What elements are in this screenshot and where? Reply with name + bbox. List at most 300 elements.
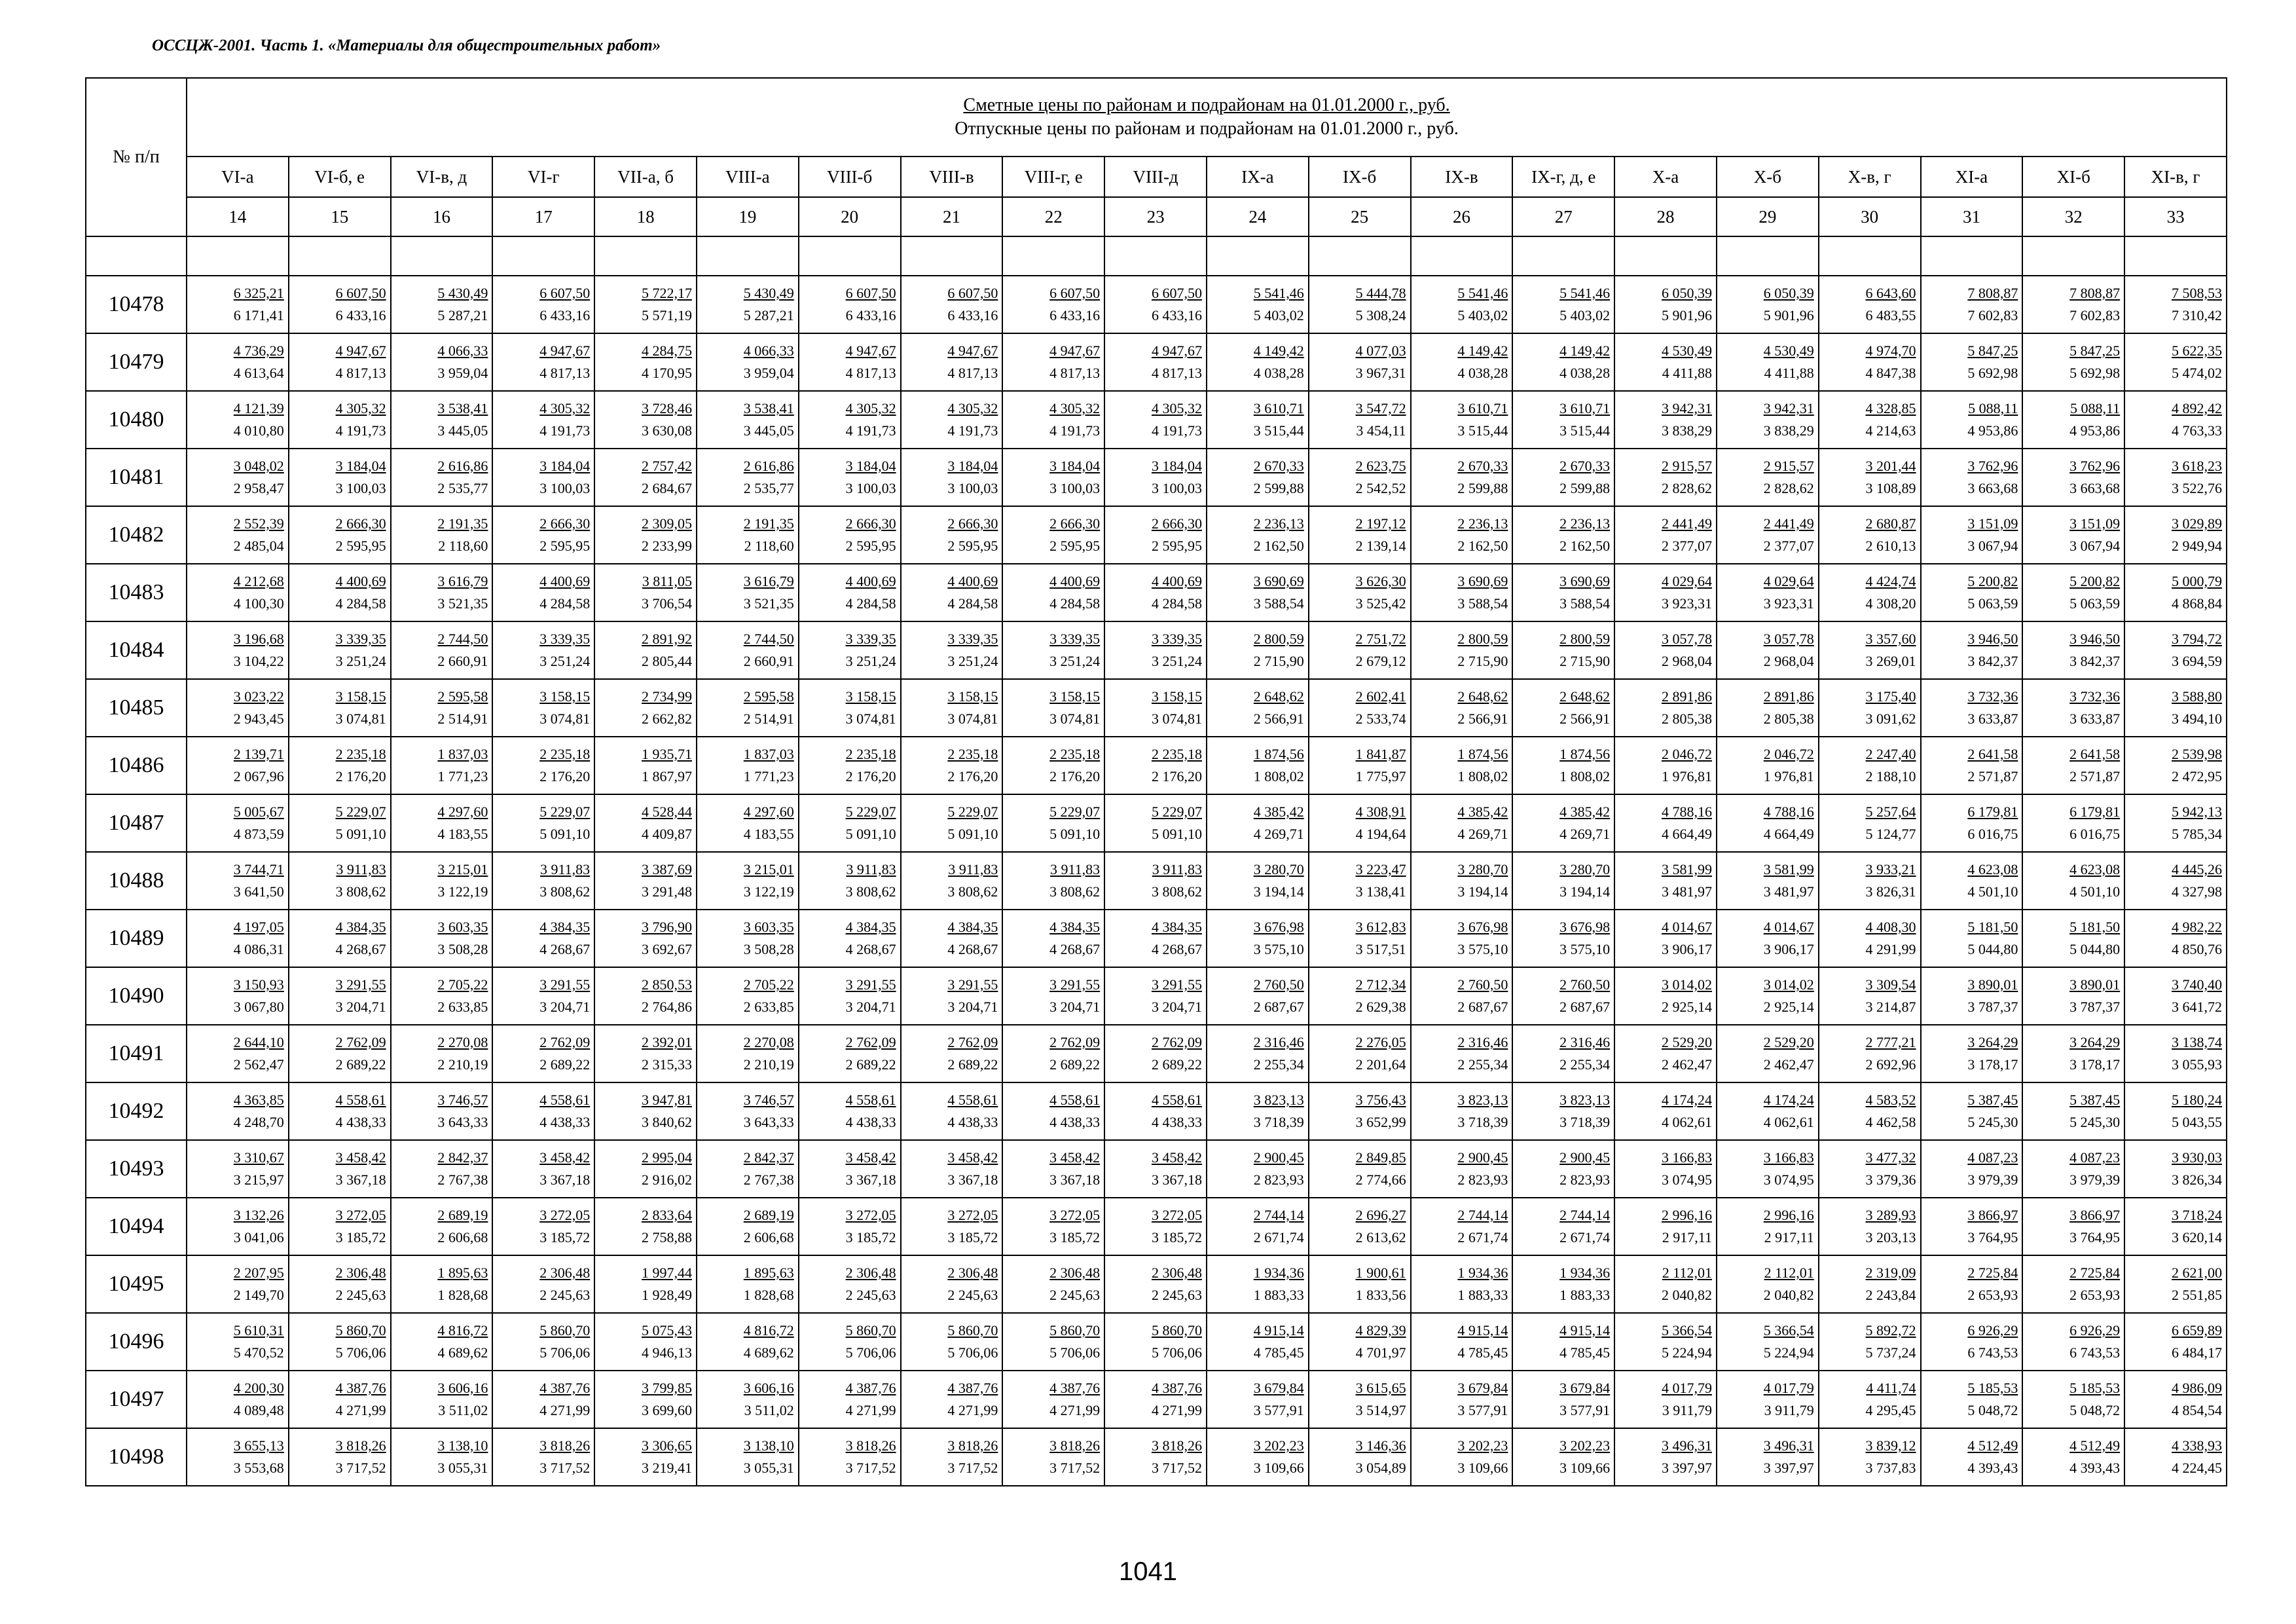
- price-cell: [1717, 1082, 1819, 1140]
- release-price: 3 074,95: [1661, 1172, 1712, 1188]
- column-number: 22: [1002, 197, 1104, 236]
- spacer-cell: [187, 236, 289, 276]
- estimated-price: 3 618,23: [2172, 458, 2223, 474]
- estimated-price: 2 891,86: [1661, 688, 1712, 705]
- estimated-price: 2 235,18: [1049, 746, 1101, 762]
- price-cell: [2124, 679, 2227, 737]
- release-price: 3 514,97: [1355, 1402, 1406, 1418]
- price-cell: [1921, 967, 2023, 1025]
- price-cell: [2124, 391, 2227, 449]
- release-price: 3 692,67: [641, 941, 692, 957]
- estimated-price: 4 017,79: [1763, 1380, 1814, 1396]
- release-price: 2 805,44: [641, 653, 692, 669]
- price-cell: [1819, 1313, 1921, 1371]
- release-price: 2 613,62: [1355, 1229, 1406, 1246]
- release-price: 3 067,94: [2069, 538, 2121, 554]
- estimated-price: 3 272,05: [845, 1207, 896, 1223]
- price-cell: [1002, 1082, 1104, 1140]
- release-price: 3 643,33: [743, 1114, 794, 1130]
- estimated-price: 2 670,33: [1457, 458, 1508, 474]
- estimated-price: 2 616,86: [743, 458, 794, 474]
- price-cell: [901, 1140, 1003, 1198]
- price-cell: [1819, 1428, 1921, 1486]
- release-price: 4 268,67: [1049, 941, 1101, 957]
- estimated-price: 3 615,65: [1355, 1380, 1406, 1396]
- price-cell: [1717, 1025, 1819, 1082]
- release-price: 4 248,70: [233, 1114, 284, 1130]
- price-cell: [492, 1428, 594, 1486]
- release-price: 2 535,77: [743, 480, 794, 496]
- estimated-price: 2 276,05: [1355, 1034, 1406, 1050]
- column-number: 32: [2022, 197, 2124, 236]
- estimated-price: 4 305,32: [1151, 400, 1202, 416]
- estimated-price: 2 744,50: [743, 631, 794, 647]
- release-price: 5 706,06: [845, 1344, 896, 1361]
- page-number: 1041: [1119, 1557, 1177, 1586]
- price-cell: [1614, 449, 1717, 506]
- estimated-price: 4 558,61: [335, 1092, 386, 1108]
- release-price: 3 718,39: [1559, 1114, 1611, 1130]
- release-price: 2 315,33: [641, 1056, 692, 1073]
- price-cell: [697, 333, 799, 391]
- release-price: 4 214,63: [1865, 422, 1916, 439]
- estimated-price: 6 179,81: [1967, 803, 2018, 820]
- release-price: 4 501,10: [1967, 883, 2018, 900]
- spacer-cell: [1614, 236, 1717, 276]
- release-price: 3 397,97: [1661, 1460, 1712, 1476]
- release-price: 3 104,22: [233, 653, 284, 669]
- estimated-price: 3 291,55: [1151, 976, 1202, 993]
- spacer-cell: [2022, 236, 2124, 276]
- release-price: 3 367,18: [947, 1172, 998, 1188]
- price-cell: [1002, 1140, 1104, 1198]
- release-price: 3 074,81: [335, 710, 386, 727]
- release-price: 2 606,68: [437, 1229, 488, 1246]
- release-price: 4 785,45: [1253, 1344, 1304, 1361]
- row-number: 10498: [86, 1428, 187, 1486]
- price-cell: [289, 276, 391, 333]
- estimated-price: 2 666,30: [539, 515, 591, 532]
- price-cell: [901, 737, 1003, 794]
- release-price: 2 139,14: [1355, 538, 1406, 554]
- price-cell: [1411, 506, 1513, 564]
- price-cell: [289, 1428, 391, 1486]
- estimated-price: 2 648,62: [1253, 688, 1304, 705]
- estimated-price: 3 291,55: [539, 976, 591, 993]
- price-cell: [1717, 391, 1819, 449]
- estimated-price: 2 319,09: [1865, 1264, 1916, 1281]
- price-cell: [2124, 1140, 2227, 1198]
- release-price: 3 633,87: [2069, 710, 2121, 727]
- estimated-price: 4 974,70: [1865, 342, 1916, 359]
- price-cell: [1614, 679, 1717, 737]
- estimated-price: 5 075,43: [641, 1322, 692, 1338]
- row-number: 10490: [86, 967, 187, 1025]
- price-cell: [1104, 276, 1207, 333]
- price-cell: [1207, 621, 1309, 679]
- release-price: 3 717,52: [1151, 1460, 1202, 1476]
- estimated-price: 3 946,50: [1967, 631, 2018, 647]
- price-cell: [901, 794, 1003, 852]
- table-title: [187, 78, 2227, 157]
- price-cell: [799, 333, 901, 391]
- estimated-price: 4 387,76: [947, 1380, 998, 1396]
- release-price: 3 074,81: [1151, 710, 1202, 727]
- price-cell: [2124, 1428, 2227, 1486]
- price-cell: [391, 391, 493, 449]
- estimated-price: 5 541,46: [1559, 285, 1611, 301]
- price-cell: [1614, 621, 1717, 679]
- release-price: 4 269,71: [1457, 826, 1508, 842]
- price-cell: [289, 391, 391, 449]
- price-cell: [1921, 1255, 2023, 1313]
- price-cell: [1614, 1025, 1717, 1082]
- estimated-price: 3 740,40: [2172, 976, 2223, 993]
- estimated-price: 2 915,57: [1763, 458, 1814, 474]
- release-price: 3 838,29: [1661, 422, 1712, 439]
- release-price: 4 393,43: [1967, 1460, 2018, 1476]
- estimated-price: 3 728,46: [641, 400, 692, 416]
- estimated-price: 4 400,69: [845, 573, 896, 589]
- estimated-price: 3 818,26: [947, 1437, 998, 1454]
- price-cell: [697, 391, 799, 449]
- estimated-price: 3 588,80: [2172, 688, 2223, 705]
- row-number: 10478: [86, 276, 187, 333]
- release-price: 5 706,06: [1049, 1344, 1101, 1361]
- estimated-price: 5 229,07: [539, 803, 591, 820]
- table-row: [86, 1198, 2227, 1255]
- price-cell: [799, 679, 901, 737]
- price-cell: [187, 1025, 289, 1082]
- price-cell: [1002, 1198, 1104, 1255]
- price-cell: [1717, 910, 1819, 967]
- estimated-price: 4 014,67: [1763, 919, 1814, 935]
- price-cell: [1921, 449, 2023, 506]
- price-cell: [1207, 1082, 1309, 1140]
- price-cell: [1309, 1428, 1411, 1486]
- price-cell: [1614, 506, 1717, 564]
- price-cell: [492, 794, 594, 852]
- release-price: 3 074,81: [947, 710, 998, 727]
- price-cell: [492, 449, 594, 506]
- price-cell: [1512, 967, 1614, 1025]
- release-price: 2 671,74: [1457, 1229, 1508, 1246]
- release-price: 3 481,97: [1661, 883, 1712, 900]
- estimated-price: 2 842,37: [743, 1149, 794, 1166]
- price-cell: [1411, 391, 1513, 449]
- price-cell: [289, 449, 391, 506]
- release-price: 5 245,30: [2069, 1114, 2121, 1130]
- estimated-price: 4 017,79: [1661, 1380, 1712, 1396]
- release-price: 4 701,97: [1355, 1344, 1406, 1361]
- estimated-price: 2 725,84: [2069, 1264, 2121, 1281]
- release-price: 2 149,70: [233, 1287, 284, 1303]
- release-price: 5 901,96: [1661, 307, 1712, 323]
- estimated-price: 2 539,98: [2172, 746, 2223, 762]
- price-cell: [289, 1313, 391, 1371]
- document-header: ОССЦЖ-2001. Часть 1. «Материалы для общестроительных работ»: [152, 37, 661, 54]
- estimated-price: 2 602,41: [1355, 688, 1406, 705]
- release-price: 4 411,88: [1662, 365, 1712, 381]
- price-cell: [1717, 679, 1819, 737]
- estimated-price: 5 181,50: [2069, 919, 2121, 935]
- release-price: 4 501,10: [2069, 883, 2121, 900]
- price-cell: [1411, 333, 1513, 391]
- release-price: 4 868,84: [2172, 595, 2223, 612]
- estimated-price: 5 860,70: [947, 1322, 998, 1338]
- release-price: 6 433,16: [1049, 307, 1101, 323]
- row-number: 10488: [86, 852, 187, 910]
- release-price: 6 171,41: [233, 307, 284, 323]
- price-cell: [2022, 910, 2124, 967]
- price-cell: [594, 506, 697, 564]
- estimated-price: 5 229,07: [335, 803, 386, 820]
- price-cell: [289, 1255, 391, 1313]
- estimated-price: 3 942,31: [1763, 400, 1814, 416]
- estimated-price: 2 270,08: [743, 1034, 794, 1050]
- release-price: 3 091,62: [1865, 710, 1916, 727]
- estimated-price: 4 400,69: [539, 573, 591, 589]
- price-cell: [1002, 794, 1104, 852]
- estimated-price: 3 911,83: [540, 861, 591, 877]
- price-cell: [1002, 679, 1104, 737]
- price-cell: [799, 1371, 901, 1428]
- column-number: 19: [697, 197, 799, 236]
- price-cell: [2022, 1313, 2124, 1371]
- price-cell: [391, 621, 493, 679]
- estimated-price: 3 339,35: [335, 631, 386, 647]
- estimated-price: 3 679,84: [1253, 1380, 1304, 1396]
- release-price: 4 089,48: [233, 1402, 284, 1418]
- table-row: [86, 1140, 2227, 1198]
- release-price: 5 706,06: [335, 1344, 386, 1361]
- region-header: VIII-д: [1104, 157, 1207, 197]
- estimated-price: 4 408,30: [1865, 919, 1916, 935]
- spacer-cell: [2124, 236, 2227, 276]
- release-price: 3 251,24: [1151, 653, 1202, 669]
- estimated-price: 3 280,70: [1253, 861, 1304, 877]
- estimated-price: 3 690,69: [1457, 573, 1508, 589]
- estimated-price: 5 892,72: [1865, 1322, 1916, 1338]
- release-price: 2 245,63: [1049, 1287, 1101, 1303]
- release-price: 2 606,68: [743, 1229, 794, 1246]
- price-cell: [1614, 391, 1717, 449]
- price-cell: [187, 276, 289, 333]
- release-price: 6 016,75: [1967, 826, 2018, 842]
- estimated-price: 5 444,78: [1355, 285, 1406, 301]
- price-cell: [1614, 852, 1717, 910]
- estimated-price: 2 744,14: [1559, 1207, 1611, 1223]
- estimated-price: 4 829,39: [1355, 1322, 1406, 1338]
- release-price: 4 271,99: [335, 1402, 386, 1418]
- price-cell: [1512, 506, 1614, 564]
- estimated-price: 2 744,50: [437, 631, 488, 647]
- estimated-price: 2 595,58: [743, 688, 794, 705]
- release-price: 4 953,86: [1967, 422, 2018, 439]
- release-price: 1 808,02: [1559, 768, 1611, 784]
- release-price: 6 433,16: [335, 307, 386, 323]
- release-price: 2 715,90: [1559, 653, 1611, 669]
- price-cell: [1717, 1371, 1819, 1428]
- release-price: 4 269,71: [1253, 826, 1304, 842]
- release-price: 2 245,63: [845, 1287, 896, 1303]
- row-number: 10485: [86, 679, 187, 737]
- row-number: 10491: [86, 1025, 187, 1082]
- estimated-price: 3 184,04: [539, 458, 591, 474]
- estimated-price: 3 538,41: [437, 400, 488, 416]
- release-price: 2 595,95: [539, 538, 591, 554]
- estimated-price: 4 363,85: [233, 1092, 284, 1108]
- release-price: 6 433,16: [539, 307, 591, 323]
- estimated-price: 3 676,98: [1559, 919, 1611, 935]
- price-cell: [1512, 1428, 1614, 1486]
- price-cell: [1921, 333, 2023, 391]
- release-price: 3 055,31: [437, 1460, 488, 1476]
- price-cell: [1512, 1025, 1614, 1082]
- release-price: 2 243,84: [1865, 1287, 1916, 1303]
- estimated-price: 3 732,36: [1967, 688, 2018, 705]
- release-price: 3 575,10: [1457, 941, 1508, 957]
- estimated-price: 3 818,26: [1151, 1437, 1202, 1454]
- estimated-price: 2 306,48: [1049, 1264, 1101, 1281]
- price-cell: [1717, 852, 1819, 910]
- estimated-price: 3 158,15: [845, 688, 896, 705]
- estimated-price: 3 150,93: [233, 976, 284, 993]
- price-cell: [1921, 1313, 2023, 1371]
- price-cell: [2022, 621, 2124, 679]
- price-cell: [901, 1082, 1003, 1140]
- price-cell: [901, 910, 1003, 967]
- release-price: 1 828,68: [437, 1287, 488, 1303]
- price-cell: [594, 391, 697, 449]
- price-cell: [594, 564, 697, 621]
- release-price: 2 689,22: [845, 1056, 896, 1073]
- price-cell: [2022, 1428, 2124, 1486]
- release-price: 4 224,45: [2172, 1460, 2223, 1476]
- release-price: 1 883,33: [1559, 1287, 1611, 1303]
- release-price: 3 577,91: [1559, 1402, 1611, 1418]
- price-cell: [2124, 737, 2227, 794]
- estimated-price: 5 430,49: [437, 285, 488, 301]
- estimated-price: 2 849,85: [1355, 1149, 1406, 1166]
- release-price: 2 687,67: [1253, 999, 1304, 1015]
- estimated-price: 3 158,15: [539, 688, 591, 705]
- release-price: 4 191,73: [1151, 422, 1202, 439]
- release-price: 2 162,50: [1559, 538, 1611, 554]
- estimated-price: 4 385,42: [1559, 803, 1611, 820]
- estimated-price: 2 744,14: [1457, 1207, 1508, 1223]
- table-row: [86, 391, 2227, 449]
- release-price: 5 901,96: [1763, 307, 1814, 323]
- estimated-price: 2 236,13: [1457, 515, 1508, 532]
- release-price: 2 968,04: [1661, 653, 1712, 669]
- release-price: 2 767,38: [437, 1172, 488, 1188]
- estimated-price: 3 138,10: [437, 1437, 488, 1454]
- price-cell: [289, 1198, 391, 1255]
- release-price: 2 485,04: [233, 538, 284, 554]
- estimated-price: 5 366,54: [1661, 1322, 1712, 1338]
- release-price: 1 976,81: [1661, 768, 1712, 784]
- release-price: 3 842,37: [2069, 653, 2121, 669]
- spacer-cell: [289, 236, 391, 276]
- price-cell: [1819, 1025, 1921, 1082]
- release-price: 4 271,99: [539, 1402, 591, 1418]
- release-price: 5 571,19: [641, 307, 692, 323]
- release-price: 3 842,37: [1967, 653, 2018, 669]
- release-price: 2 201,64: [1355, 1056, 1406, 1073]
- release-price: 2 176,20: [539, 768, 591, 784]
- price-cell: [289, 1082, 391, 1140]
- row-number: 10483: [86, 564, 187, 621]
- price-cell: [391, 679, 493, 737]
- price-cell: [1207, 391, 1309, 449]
- release-price: 4 817,13: [1151, 365, 1202, 381]
- price-cell: [1717, 737, 1819, 794]
- release-price: 3 204,71: [539, 999, 591, 1015]
- price-cell: [1921, 794, 2023, 852]
- estimated-price: 2 644,10: [233, 1034, 284, 1050]
- price-cell: [1717, 1313, 1819, 1371]
- price-cell: [901, 967, 1003, 1025]
- release-price: 5 403,02: [1559, 307, 1611, 323]
- release-price: 3 979,39: [1967, 1172, 2018, 1188]
- release-price: 2 472,95: [2172, 768, 2223, 784]
- estimated-price: 4 384,35: [1049, 919, 1101, 935]
- price-cell: [799, 1140, 901, 1198]
- release-price: 2 689,22: [947, 1056, 998, 1073]
- price-cell: [799, 276, 901, 333]
- estimated-price: 2 235,18: [845, 746, 896, 762]
- price-cell: [594, 967, 697, 1025]
- price-cell: [391, 1025, 493, 1082]
- release-price: 3 641,72: [2172, 999, 2223, 1015]
- estimated-price: 3 676,98: [1457, 919, 1508, 935]
- region-header: XI-б: [2022, 157, 2124, 197]
- release-price: 4 393,43: [2069, 1460, 2121, 1476]
- price-cell: [1207, 449, 1309, 506]
- price-cell: [1512, 1082, 1614, 1140]
- estimated-price: 3 796,90: [641, 919, 692, 935]
- estimated-price: 5 229,07: [947, 803, 998, 820]
- price-cell: [1921, 391, 2023, 449]
- release-price: 2 679,12: [1355, 653, 1406, 669]
- price-cell: [1512, 564, 1614, 621]
- release-price: 2 595,95: [845, 538, 896, 554]
- estimated-price: 3 690,69: [1559, 573, 1611, 589]
- row-number: 10486: [86, 737, 187, 794]
- estimated-price: 3 690,69: [1253, 573, 1304, 589]
- estimated-price: 2 757,42: [641, 458, 692, 474]
- release-price: 4 946,13: [641, 1344, 692, 1361]
- price-cell: [492, 1140, 594, 1198]
- release-price: 3 185,72: [1151, 1229, 1202, 1246]
- price-cell: [187, 564, 289, 621]
- estimated-price: 4 623,08: [1967, 861, 2018, 877]
- price-cell: [1411, 1198, 1513, 1255]
- release-price: 5 474,02: [2172, 365, 2223, 381]
- release-price: 3 906,17: [1763, 941, 1814, 957]
- release-price: 1 928,49: [641, 1287, 692, 1303]
- estimated-price: 3 184,04: [947, 458, 998, 474]
- price-cell: [1309, 794, 1411, 852]
- release-price: 2 689,22: [1049, 1056, 1101, 1073]
- release-price: 3 641,50: [233, 883, 284, 900]
- estimated-price: 1 874,56: [1559, 746, 1611, 762]
- release-price: 2 684,67: [641, 480, 692, 496]
- price-cell: [1512, 1255, 1614, 1313]
- estimated-price: 4 066,33: [743, 342, 794, 359]
- release-price: 5 091,10: [845, 826, 896, 842]
